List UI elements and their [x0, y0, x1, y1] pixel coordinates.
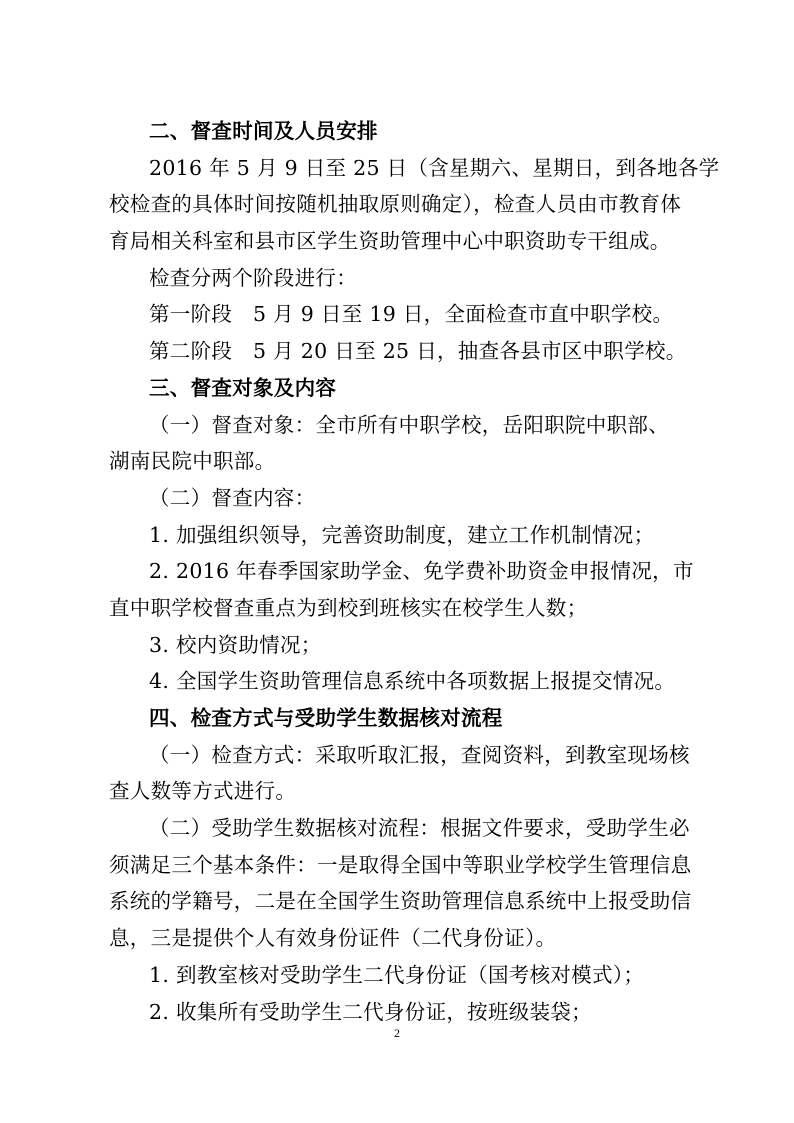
paragraph-line: 息，三是提供个人有效身份证件（二代身份证）。 [109, 926, 557, 951]
list-item: 1. 加强组织领导，完善资助制度，建立工作机制情况； [149, 522, 655, 547]
section-heading-4: 四、检查方式与受助学生数据核对流程 [149, 706, 503, 730]
document-body [109, 113, 720, 1030]
paragraph-line: 第二阶段 5 月 20 日至 25 日，抽查各县市区中职学校。 [149, 339, 687, 364]
paragraph-line: 系统的学籍号，二是在全国学生资助管理信息系统中上报受助信 [109, 889, 692, 914]
list-item: 3. 校内资助情况； [149, 632, 322, 657]
paragraph-line: 育局相关科室和县市区学生资助管理中心中职资助专干组成。 [109, 229, 671, 254]
paragraph-line: 检查分两个阶段进行： [149, 265, 357, 290]
page-number: 2 [394, 1026, 400, 1040]
list-item: 2. 2016 年春季国家助学金、免学费补助资金申报情况，市 [149, 559, 694, 584]
paragraph-line: （一）督查对象：全市所有中职学校，岳阳职院中职部、 [149, 412, 669, 437]
paragraph-line: 须满足三个基本条件：一是取得全国中等职业学校学生管理信息 [109, 852, 692, 877]
list-item: 1. 到教室核对受助学生二代身份证（国考核对模式）； [149, 962, 645, 987]
paragraph-line: （一）检查方式：采取听取汇报，查阅资料，到教室现场核 [149, 742, 690, 767]
section-heading-3: 三、督查对象及内容 [149, 375, 337, 400]
paragraph-line: 查人数等方式进行。 [109, 779, 297, 804]
list-item: 2. 收集所有受助学生二代身份证，按班级装袋； [149, 999, 592, 1024]
paragraph-line: 2016 年 5 月 9 日至 25 日（含星期六、星期日，到各地各学 [149, 155, 720, 180]
paragraph-line: 校检查的具体时间按随机抽取原则确定），检查人员由市教育体 [109, 192, 682, 217]
list-item: 4. 全国学生资助管理信息系统中各项数据上报提交情况。 [149, 669, 676, 694]
paragraph-line: （二）受助学生数据核对流程：根据文件要求，受助学生必 [149, 816, 690, 841]
paragraph-line: 直中职学校督查重点为到校到班核实在校学生人数； [109, 595, 588, 620]
section-heading-2: 二、督查时间及人员安排 [149, 119, 378, 143]
paragraph-line: （二）督查内容： [149, 485, 316, 510]
paragraph-line: 湖南民院中职部。 [109, 449, 276, 474]
paragraph-line: 第一阶段 5 月 9 日至 19 日，全面检查市直中职学校。 [149, 302, 674, 327]
